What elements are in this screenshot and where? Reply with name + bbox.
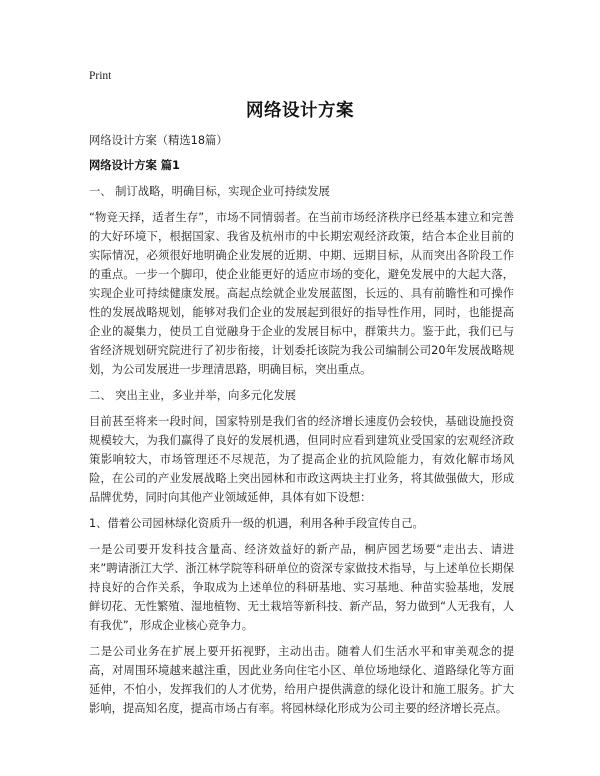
document-title: 网络设计方案 — [246, 101, 354, 121]
print-link[interactable]: Print — [89, 70, 112, 82]
paragraph-body-1: “物竞天择，适者生存”，市场不同情弱者。在当前市场经济秩序已经基本建立和完善的大好环境下，根据国家、我省及杭州市的中长期宏观经济政策，结合本企业目前的实际情况，必须很好地明确企业发展的近期、中期、远期目标，从而突出各阶段工作的重点。一步一个脚印，使企业能更好的适应市场的变化，避免发展中的大起大落，实现企业可持续健康发展。高起点绘就企业发展蓝图，长远的、具有前瞻性和可操作性的发展战略规划，能够对我们企业的发展起到很好的指导性作用，同时，也能提高企业的凝集力，使员工自觉融身于企业的发展目标中，群策共力。鉴于此，我们已与省经济规划研究院进行了初步衔接，计划委托该院为我公司编制公司20年发展战略规划，为公司发展进一步理清思路，明确目标，突出重点。 — [89, 211, 514, 376]
section-heading: 网络设计方案 篇1 — [89, 159, 180, 172]
paragraph-body-2: 目前甚至将来一段时间，国家特别是我们省的经济增长速度仍会较快，基础设施投资规模较大，为我们赢得了良好的发展机遇，但同时应看到建筑业受国家的宏观经济政策影响较大，市场管理还不尽规范，为了提高企业的抗风险能力，有效化解市场风险，在公司的产业发展战略上突出园林和市政这两块主打业务，将其做强做大，形成品牌优势，同时向其他产业领域延伸，具体有如下设想： — [89, 415, 514, 504]
paragraph-heading-2: 二、 突出主业，多业并举，向多元化发展 — [89, 389, 296, 402]
paragraph-body-4: 二是公司业务在扩展上要开拓视野，主动出击。随着人们生活水平和审美观念的提高，对周围环境越来越注重，因此业务向住宅小区、单位场地绿化、道路绿化等方面延伸，不怕小，发挥我们的人才优势，给用户提供满意的绿化设计和施工服务。扩大影响，提高知名度，提高市场占有率。将园林绿化形成为公司主要的经济增长亮点。 — [89, 645, 514, 715]
paragraph-heading-1: 一、 制订战略，明确目标，实现企业可持续发展 — [89, 185, 330, 198]
document-body — [89, 131, 514, 718]
paragraph-body-3: 一是公司要开发科技含量高、经济效益好的新产品，桐庐园艺场要“走出去、请进来”聘请浙江大学、浙江林学院等科研单位的资深专家做技术指导，与上述单位长期保持良好的合作关系，争取成为上述单位的科研基地、实习基地、种苗实验基地，发展鲜切花、无性繁殖、湿地植物、无土栽培等新科技、新产品，努力做到“人无我有，人有我优”，形成企业核心竞争力。 — [89, 543, 514, 632]
document-subtitle: 网络设计方案（精选18篇） — [89, 134, 228, 147]
paragraph-item-1: 1、借着公司园林绿化资质升一级的机遇，利用各种手段宣传自己。 — [89, 517, 424, 530]
